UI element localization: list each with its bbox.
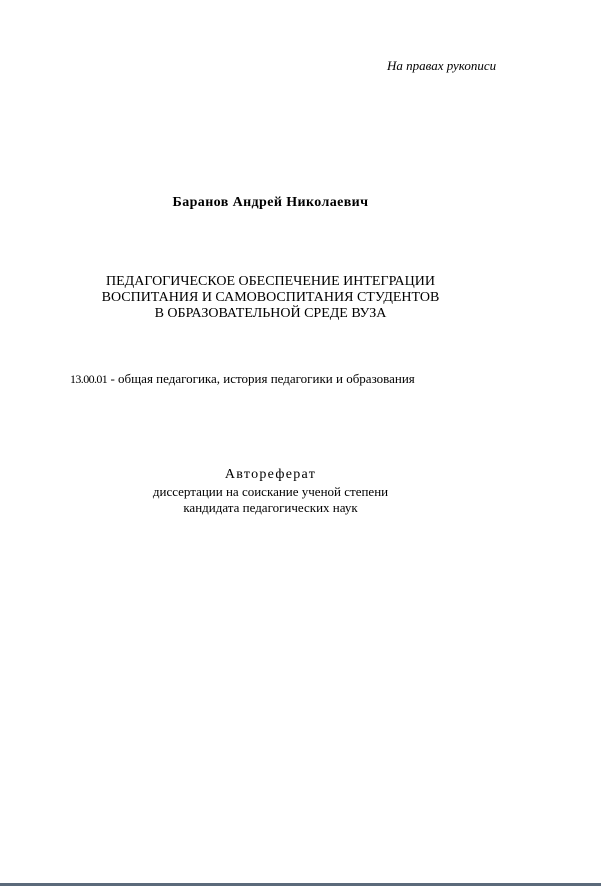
specialty-code: 13.00.01 — [70, 372, 108, 386]
specialty-line — [70, 371, 415, 387]
thesis-title-line: ВОСПИТАНИЯ И САМОВОСПИТАНИЯ СТУДЕНТОВ — [101, 290, 440, 305]
abstract-subtitle-line: диссертации на соискание ученой степени — [152, 484, 389, 499]
abstract-label: Автореферат — [224, 467, 317, 482]
abstract-subtitle-line: кандидата педагогических наук — [183, 500, 358, 515]
author-name: Баранов Андрей Николаевич — [172, 195, 369, 210]
abstract-block — [0, 466, 541, 516]
thesis-title-line: ПЕДАГОГИЧЕСКОЕ ОБЕСПЕЧЕНИЕ ИНТЕГРАЦИИ — [106, 274, 435, 289]
thesis-title-line: В ОБРАЗОВАТЕЛЬНОЙ СРЕДЕ ВУЗА — [154, 306, 387, 321]
specialty-description: общая педагогика, история педагогики и образования — [118, 371, 415, 386]
thesis-title — [0, 274, 541, 322]
specialty-separator: - — [107, 371, 119, 386]
manuscript-note: На правах рукописи — [387, 58, 497, 73]
